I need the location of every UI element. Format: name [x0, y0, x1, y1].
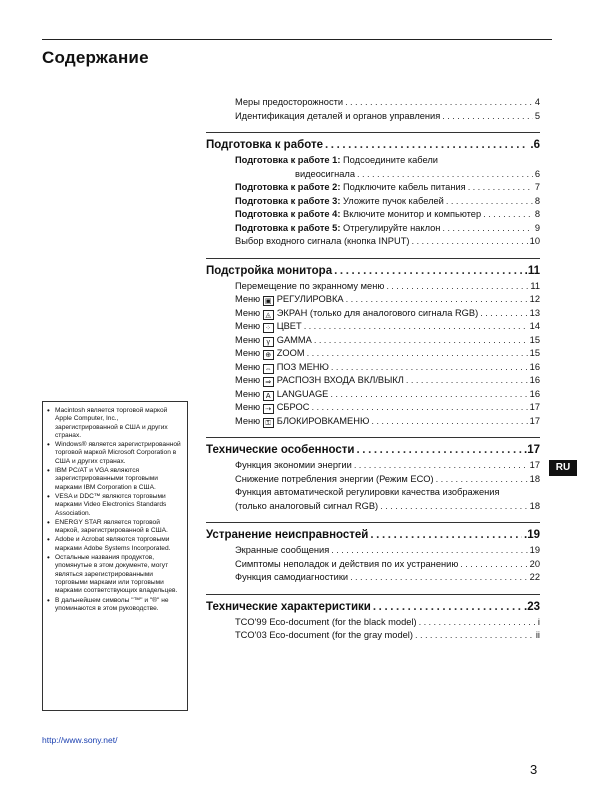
toc-entry[interactable] — [206, 401, 540, 415]
toc-entry-label: Симптомы неполадок и действия по их устранению — [235, 558, 459, 569]
trademark-note: • Macintosh является торговой маркой Apple Computer, Inc., зарегистрированной в США и других странах. — [55, 407, 183, 440]
toc-entry-label: Меню ⇢ СБРОС — [235, 402, 310, 413]
toc-entry-page: 16 — [529, 375, 540, 385]
toc-entry-page: 17 — [529, 415, 540, 426]
leader-dots — [307, 347, 528, 361]
toc-entry-label: Меню ⇒ РАСПОЗН ВХОДА ВКЛ/ВЫКЛ — [235, 375, 404, 386]
toc-entry[interactable] — [206, 195, 540, 209]
toc-entry-page: 4 — [534, 97, 540, 107]
trademark-note: • Windows® является зарегистрированной торговой маркой Microsoft Corporation в США и других странах. — [55, 441, 183, 466]
toc-entry-page: 17 — [529, 460, 540, 470]
section-title: Устранение неисправностей — [206, 529, 369, 541]
toc-entry-label: Меню ⁘ ЦВЕТ — [235, 321, 302, 332]
toc-entry-page: 17 — [529, 402, 540, 412]
toc-entry-page: 10 — [529, 236, 540, 246]
trademark-note: • Adobe и Acrobat являются торговыми марками Adobe Systems Incorporated. — [55, 536, 183, 553]
menu-icon: γ — [263, 337, 274, 347]
menu-icon: ⚿ — [263, 418, 274, 428]
toc-entry-label: Меню ▣ РЕГУЛИРОВКА — [235, 294, 344, 305]
toc-entry[interactable] — [206, 616, 540, 630]
toc-entry-page: 8 — [534, 209, 540, 219]
toc-entry[interactable] — [206, 415, 540, 429]
leader-dots — [386, 280, 528, 294]
toc-entry-label: Меры предосторожности — [235, 97, 344, 107]
leader-dots — [415, 629, 534, 643]
toc-entry-step: Подготовка к работе 1: — [235, 155, 341, 165]
toc-entry-label: Функция автоматической регулировки качества изображения — [235, 487, 500, 497]
leader-dots — [442, 110, 533, 124]
leader-dots — [357, 168, 533, 182]
toc-entry-label: Функция экономии энергии — [235, 460, 352, 470]
toc-entry[interactable] — [206, 154, 540, 168]
leader-dots — [480, 307, 527, 321]
toc-entry-label: TCO'99 Eco-document (for the black model) — [235, 616, 417, 627]
toc-entry-page: 16 — [529, 388, 540, 399]
leader-dots — [345, 96, 533, 110]
toc-section — [206, 258, 540, 429]
toc-entry-step: Подготовка к работе 2: — [235, 182, 341, 192]
leader-dots — [460, 558, 527, 572]
leader-dots — [442, 222, 532, 236]
leader-dots — [406, 374, 528, 388]
toc-entry-label: Меню ⊕ ZOOM — [235, 348, 305, 359]
toc-entry-page: 8 — [534, 195, 540, 206]
toc-entry[interactable] — [206, 320, 540, 334]
leader-dots — [483, 208, 533, 222]
toc-entry-page: 9 — [534, 222, 540, 233]
toc-entry-page: 15 — [529, 348, 540, 358]
toc-entry-page: 11 — [530, 280, 540, 291]
toc-entry-page: 18 — [529, 500, 540, 511]
toc-entry-step: Подготовка к работе 4: — [235, 209, 341, 219]
toc-entry-page: 14 — [529, 321, 540, 331]
toc-entry-page: 20 — [529, 558, 540, 569]
toc-entry-label: Меню ⚿ БЛОКИРОВКАМЕНЮ — [235, 415, 370, 427]
table-of-contents — [206, 96, 540, 643]
toc-entry[interactable] — [206, 168, 540, 182]
menu-icon: ◬ — [263, 310, 274, 320]
toc-section-heading[interactable] — [206, 262, 540, 280]
leader-dots — [311, 401, 527, 415]
toc-entry-label: Меню ◬ ЭКРАН (только для аналогового сигнала RGB) — [235, 307, 479, 319]
toc-entry[interactable] — [206, 293, 540, 307]
sony-url[interactable]: http://www.sony.net/ — [42, 735, 118, 745]
toc-entry-label: Меню γ GAMMA — [235, 334, 312, 346]
toc-entry[interactable] — [206, 459, 540, 473]
toc-entry[interactable] — [206, 500, 540, 514]
toc-entry[interactable] — [206, 110, 540, 124]
toc-section-heading[interactable] — [206, 598, 540, 616]
toc-section-heading[interactable] — [206, 136, 540, 154]
toc-section — [206, 437, 540, 513]
toc-entry[interactable] — [206, 629, 540, 643]
leader-dots — [334, 262, 523, 280]
toc-entry-label: Меню ⇔ ПОЗ МЕНЮ — [235, 361, 329, 373]
leader-dots — [380, 500, 528, 514]
toc-entry[interactable] — [206, 235, 540, 249]
leader-dots — [411, 235, 527, 249]
toc-section — [206, 522, 540, 585]
toc-entry-page: ii — [535, 630, 540, 640]
toc-entry-page: 6 — [534, 168, 540, 179]
toc-entry-label: Меню A LANGUAGE — [235, 388, 329, 400]
leader-dots — [371, 415, 527, 429]
trademark-note: • VESA и DDC™ являются торговыми марками Video Electronics Standards Association. — [55, 493, 183, 518]
menu-icon: ⇔ — [264, 365, 272, 373]
leader-dots — [446, 195, 533, 209]
page-title: Содержание — [42, 48, 149, 67]
leader-dots — [436, 473, 528, 487]
toc-entry[interactable] — [206, 486, 540, 500]
leader-dots — [331, 544, 527, 558]
toc-entry-page: i — [537, 616, 540, 627]
section-title: Технические характеристики — [206, 600, 371, 613]
toc-entry[interactable] — [206, 361, 540, 375]
toc-entry[interactable] — [206, 208, 540, 222]
toc-entry-page: 15 — [529, 334, 540, 345]
toc-entry-page: 22 — [529, 572, 540, 582]
toc-entry-step: Подготовка к работе 3: — [235, 195, 341, 206]
section-title: Подстройка монитора — [206, 264, 333, 277]
toc-entry-page: 12 — [529, 294, 540, 304]
toc-entry-label: Подготовка к работе 1: Подсоедините кабели — [235, 155, 438, 165]
leader-dots — [354, 459, 528, 473]
leader-dots — [331, 361, 528, 375]
toc-entry-page: 16 — [529, 361, 540, 372]
toc-entry-label: Подготовка к работе 4: Включите монитор и компьютер — [235, 209, 482, 219]
toc-entry-page: 18 — [529, 473, 540, 484]
toc-entry-label: Идентификация деталей и органов управления — [235, 110, 441, 121]
toc-entry[interactable] — [206, 334, 540, 348]
toc-entry[interactable] — [206, 571, 540, 585]
toc-entry-page: 7 — [534, 182, 540, 192]
menu-icon: ⇢ — [263, 404, 274, 414]
section-page: .23 — [524, 600, 540, 613]
leader-dots — [304, 320, 528, 334]
menu-icon: ⊕ — [263, 350, 274, 360]
trademark-notes — [42, 401, 188, 711]
toc-entry[interactable] — [206, 96, 540, 110]
toc-entry-label: Экранные сообщения — [235, 545, 330, 555]
trademark-note: • ENERGY STAR является торговой маркой, зарегистрированной в США. — [55, 519, 183, 536]
toc-entry-label: Подготовка к работе 3: Уложите пучок кабелей — [235, 195, 444, 206]
toc-entry-label: Функция самодиагностики — [235, 572, 349, 582]
trademark-note: • В дальнейшем символы "™" и "®" не упоминаются в этом руководстве. — [55, 597, 183, 614]
section-page: .11 — [524, 264, 540, 277]
leader-dots — [314, 334, 528, 348]
top-rule — [42, 39, 552, 40]
toc-entry-page: 5 — [534, 110, 540, 121]
menu-icon: ▣ — [263, 296, 274, 306]
toc-entry-label: Подготовка к работе 2: Подключите кабель питания — [235, 182, 466, 192]
trademark-note: • Остальные названия продуктов, упомянутые в этом документе, могут являться зарегистрированными торговыми марками или торговыми марками соответствующих владельцев. — [55, 554, 183, 595]
leader-dots — [419, 616, 536, 630]
section-title: Подготовка к работе — [206, 139, 323, 151]
toc-section-heading[interactable] — [206, 441, 540, 459]
toc-entry[interactable] — [206, 307, 540, 321]
toc-entry-label: (только аналоговый сигнал RGB) — [235, 500, 379, 511]
toc-entry-label: Перемещение по экранному меню — [235, 280, 385, 291]
leader-dots — [350, 571, 528, 585]
toc-entry[interactable] — [206, 544, 540, 558]
toc-entry-page: 19 — [529, 545, 540, 555]
menu-icon: ⁘ — [263, 323, 274, 333]
leader-dots — [346, 293, 528, 307]
leader-dots — [373, 598, 522, 616]
toc-entry-page: 13 — [529, 307, 540, 318]
section-page: .6 — [530, 139, 540, 151]
toc-entry-label: TCO'03 Eco-document (for the gray model) — [235, 630, 413, 640]
menu-icon: A — [263, 391, 274, 401]
trademark-list — [47, 407, 183, 613]
toc-entry[interactable] — [206, 473, 540, 487]
toc-entry-label: Снижение потребления энергии (Режим ECO) — [235, 473, 434, 484]
leader-dots — [357, 441, 523, 459]
section-page: .17 — [524, 444, 540, 456]
section-title: Технические особенности — [206, 444, 355, 456]
language-tab: RU — [549, 460, 577, 476]
toc-entry-label: Выбор входного сигнала (кнопка INPUT) — [235, 236, 410, 246]
toc-entry[interactable] — [206, 222, 540, 236]
toc-entry-label: Подготовка к работе 5: Отрегулируйте наклон — [235, 222, 441, 233]
toc-entry[interactable] — [206, 181, 540, 195]
section-page: .19 — [524, 529, 540, 541]
toc-section-heading[interactable] — [206, 526, 540, 544]
trademark-note: • IBM PC/AT и VGA являются зарегистрированными торговыми марками IBM Corporation в США. — [55, 467, 183, 492]
toc-entry[interactable] — [206, 347, 540, 361]
leader-dots — [325, 136, 528, 154]
toc-entry[interactable] — [206, 388, 540, 402]
toc-entry[interactable] — [206, 374, 540, 388]
toc-section — [206, 594, 540, 643]
toc-entry-step: Подготовка к работе 5: — [235, 222, 341, 233]
toc-section — [206, 132, 540, 249]
leader-dots — [370, 526, 522, 544]
menu-icon: ⇒ — [263, 377, 274, 387]
toc-entry[interactable] — [206, 280, 540, 294]
leader-dots — [330, 388, 527, 402]
toc-entry-label: видеосигнала — [295, 168, 356, 179]
leader-dots — [468, 181, 533, 195]
page-number: 3 — [530, 762, 538, 777]
toc-entry[interactable] — [206, 558, 540, 572]
